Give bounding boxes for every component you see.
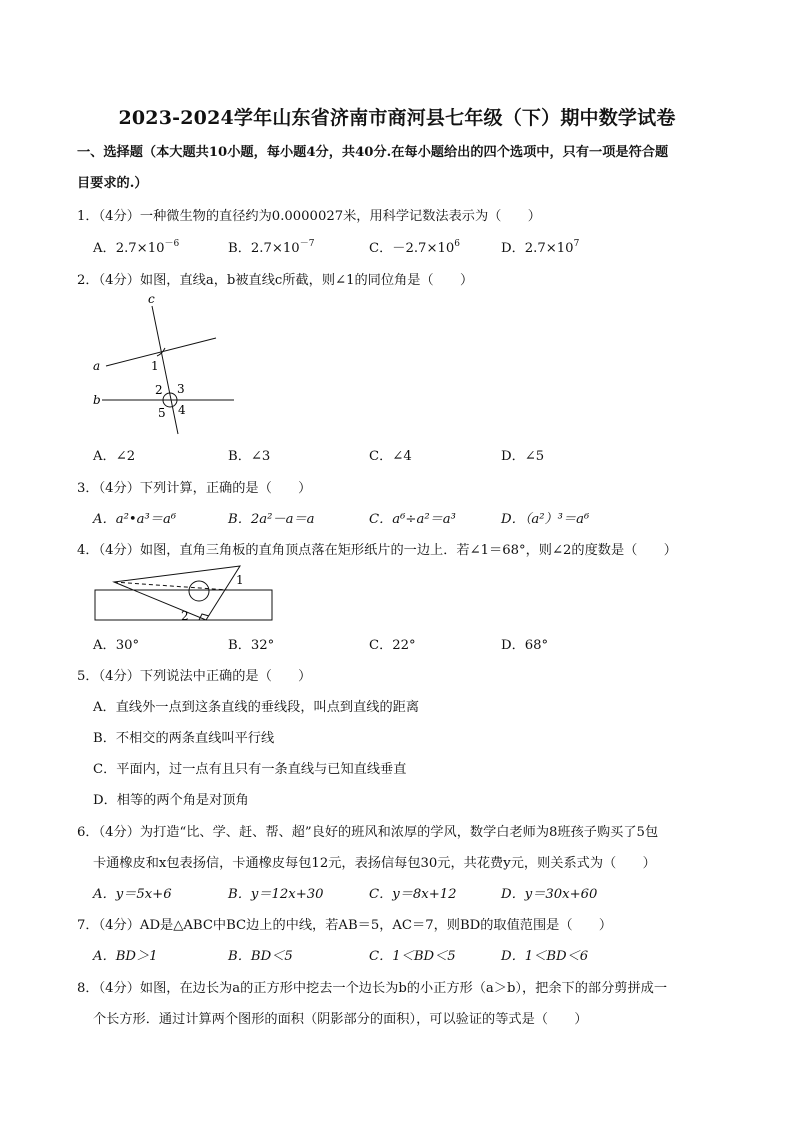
option-c: C．∠4 [369, 449, 412, 464]
question-2-figure [88, 288, 248, 438]
option-a: A．30° [93, 638, 140, 653]
question-5-option-c: C．平面内，过一点有且只有一条直线与已知直线垂直 [93, 762, 407, 777]
question-6-text-line2: 卡通橡皮和x包表扬信，卡通橡皮每包12元，表扬信每包30元，共花费y元，则关系式为（ ） [93, 856, 656, 871]
question-1-text: （4分）一种微生物的直径约为0.0000027米，用科学记数法表示为（ ） [98, 209, 541, 224]
option-d: D．$2.7\times 10^7$ [501, 239, 580, 256]
question-4 [77, 539, 727, 558]
option-a: A．$2.7\times 10^{-6}$ [93, 239, 180, 256]
option-d: D．1＜BD＜6 [501, 949, 589, 964]
question-1-number: 1． [77, 209, 99, 224]
option-b: B．2a²－a＝a [228, 512, 315, 527]
question-8-text: （4分）如图，在边长为a的正方形中挖去一个边长为b的小正方形（a＞b），把余下的部分剪拼成一 [98, 981, 668, 996]
option-c: C．22° [369, 638, 416, 653]
question-5-number: 5． [77, 669, 99, 684]
option-a: A．a²•a³＝a⁶ [93, 512, 177, 527]
question-4-text: （4分）如图，直角三角板的直角顶点落在矩形纸片的一边上．若∠1＝68°，则∠2的度数是（ ） [98, 543, 677, 558]
option-c: C．a⁶÷a²＝a³ [369, 512, 456, 527]
question-3-text: （4分）下列计算，正确的是（ ） [98, 481, 312, 496]
option-c: C．1＜BD＜5 [369, 949, 456, 964]
question-3 [77, 477, 727, 496]
option-a: A．y＝5x+6 [93, 887, 172, 902]
question-6-number: 6． [77, 825, 99, 840]
option-b: B．32° [228, 638, 275, 653]
label-c: c [148, 292, 155, 306]
question-7-text: （4分）AD是△ABC中BC边上的中线，若AB＝5，AC＝7，则BD的取值范围是（ ） [98, 918, 613, 933]
question-5-option-a: A．直线外一点到这条直线的垂线段，叫点到直线的距离 [93, 700, 420, 715]
option-d: D．（a²）³＝a⁶ [501, 512, 590, 527]
option-b: B．y＝12x+30 [228, 887, 324, 902]
option-a: A．∠2 [93, 449, 136, 464]
question-2-text: （4分）如图，直线a，b被直线c所截，则∠1的同位角是（ ） [98, 273, 474, 288]
label-a: a [93, 359, 101, 373]
option-c: C．y＝8x+12 [369, 887, 457, 902]
section-heading-line1: 一、选择题（本大题共10小题，每小题4分，共40分.在每小题给出的四个选项中，只有一项是符合题 [77, 145, 669, 160]
question-5-option-b: B．不相交的两条直线叫平行线 [93, 731, 275, 746]
question-7-number: 7． [77, 918, 99, 933]
angle-2-label: 2 [181, 609, 189, 623]
question-7 [77, 914, 727, 933]
option-d: D．y＝30x+60 [501, 887, 598, 902]
question-5-text: （4分）下列说法中正确的是（ ） [98, 669, 312, 684]
question-8-text-line2: 个长方形．通过计算两个图形的面积（阴影部分的面积），可以验证的等式是（ ） [93, 1012, 588, 1027]
angle-5-label: 5 [158, 406, 166, 420]
question-4-figure [90, 560, 280, 628]
angle-1-label: 1 [151, 359, 159, 373]
option-b: B．∠3 [228, 449, 271, 464]
question-8-number: 8． [77, 981, 99, 996]
option-d: D．68° [501, 638, 549, 653]
option-a: A．BD＞1 [93, 949, 158, 964]
angle-4-label: 4 [178, 403, 186, 417]
angle-2-label: 2 [155, 383, 163, 397]
question-3-number: 3． [77, 481, 99, 496]
option-b: B．$2.7\times 10^{-7}$ [228, 239, 315, 256]
option-d: D．∠5 [501, 449, 545, 464]
question-8 [77, 977, 727, 996]
question-2-number: 2． [77, 273, 99, 288]
section-heading-line2: 目要求的.） [77, 176, 148, 191]
question-1 [77, 205, 727, 224]
option-b: B．BD＜5 [228, 949, 293, 964]
option-c: C．$-2.7\times 10^6$ [369, 239, 461, 256]
question-4-number: 4． [77, 543, 99, 558]
question-6 [77, 821, 727, 840]
angle-3-label: 3 [177, 382, 185, 396]
page-title: 2023-2024学年山东省济南市商河县七年级（下）期中数学试卷 [118, 107, 676, 129]
label-b: b [93, 393, 101, 407]
angle-1-label: 1 [236, 573, 244, 587]
question-2 [77, 269, 727, 288]
question-5 [77, 665, 727, 684]
question-6-text: （4分）为打造“比、学、赶、帮、超”良好的班风和浓厚的学风，数学白老师为8班孩子购买了5包 [98, 825, 659, 840]
question-5-option-d: D．相等的两个角是对顶角 [93, 793, 249, 808]
